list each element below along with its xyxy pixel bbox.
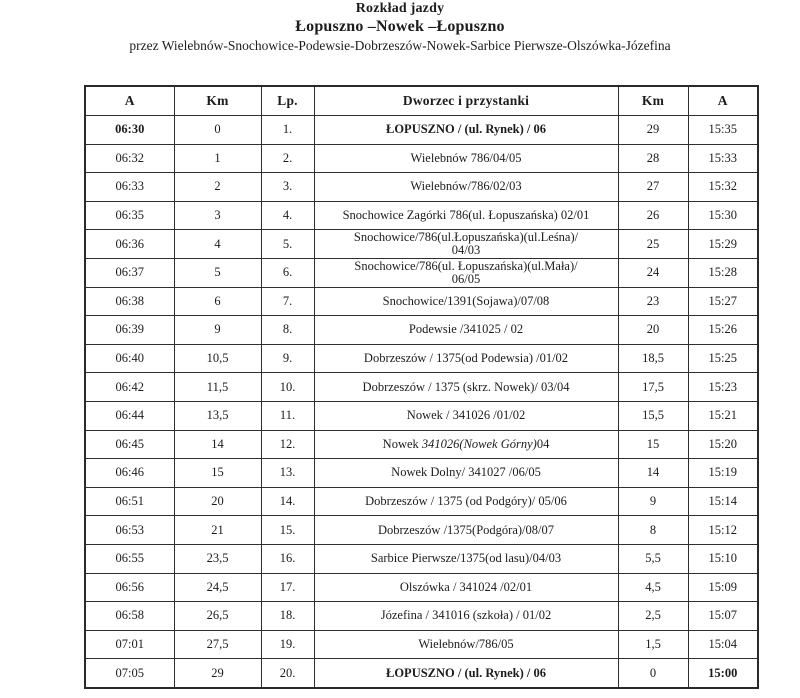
table-row xyxy=(85,144,758,173)
departure-time-cell: 07:05 xyxy=(85,659,174,688)
km-return-cell: 29 xyxy=(618,116,688,145)
station-cell: Snochowice/786(ul. Łopuszańska)(ul.Mała)/ 06/05 xyxy=(314,258,618,287)
km-return-cell: 27 xyxy=(618,173,688,202)
km-outbound-cell: 14 xyxy=(174,430,261,459)
return-time-cell: 15:33 xyxy=(688,144,758,173)
departure-time-cell: 06:30 xyxy=(85,116,174,145)
table-row xyxy=(85,459,758,488)
col-header-ordinal: Lp. xyxy=(261,86,314,116)
col-header-km-outbound: Km xyxy=(174,86,261,116)
km-return-cell: 5,5 xyxy=(618,544,688,573)
col-header-return-time: A xyxy=(688,86,758,116)
route-title: Łopuszno –Nowek –Łopuszno xyxy=(295,18,505,35)
station-cell: Snochowice/1391(Sojawa)/07/08 xyxy=(314,287,618,316)
km-outbound-cell: 21 xyxy=(174,516,261,545)
station-cell: Olszówka / 341024 /02/01 xyxy=(314,573,618,602)
col-header-km-return: Km xyxy=(618,86,688,116)
return-time-cell: 15:04 xyxy=(688,630,758,659)
table-row xyxy=(85,116,758,145)
km-outbound-cell: 2 xyxy=(174,173,261,202)
km-return-cell: 20 xyxy=(618,316,688,345)
station-cell: Józefina / 341016 (szkoła) / 01/02 xyxy=(314,602,618,631)
table-row xyxy=(85,373,758,402)
return-time-cell: 15:25 xyxy=(688,344,758,373)
km-return-cell: 14 xyxy=(618,459,688,488)
ordinal-cell: 1. xyxy=(261,116,314,145)
ordinal-cell: 19. xyxy=(261,630,314,659)
return-time-cell: 15:10 xyxy=(688,544,758,573)
table-row xyxy=(85,659,758,688)
ordinal-cell: 16. xyxy=(261,544,314,573)
ordinal-cell: 12. xyxy=(261,430,314,459)
table-row xyxy=(85,516,758,545)
return-time-cell: 15:00 xyxy=(688,659,758,688)
return-time-cell: 15:14 xyxy=(688,487,758,516)
return-time-cell: 15:27 xyxy=(688,287,758,316)
station-cell: Dobrzeszów /1375(Podgóra)/08/07 xyxy=(314,516,618,545)
departure-time-cell: 06:51 xyxy=(85,487,174,516)
km-return-cell: 4,5 xyxy=(618,573,688,602)
departure-time-cell: 06:36 xyxy=(85,230,174,259)
return-time-cell: 15:12 xyxy=(688,516,758,545)
ordinal-cell: 18. xyxy=(261,602,314,631)
ordinal-cell: 7. xyxy=(261,287,314,316)
departure-time-cell: 06:35 xyxy=(85,201,174,230)
table-row xyxy=(85,573,758,602)
timetable xyxy=(84,85,759,689)
km-return-cell: 1,5 xyxy=(618,630,688,659)
return-time-cell: 15:09 xyxy=(688,573,758,602)
return-time-cell: 15:21 xyxy=(688,401,758,430)
km-outbound-cell: 20 xyxy=(174,487,261,516)
km-outbound-cell: 1 xyxy=(174,144,261,173)
station-cell: Nowek Dolny/ 341027 /06/05 xyxy=(314,459,618,488)
station-cell: Wielebnów/786/05 xyxy=(314,630,618,659)
return-time-cell: 15:20 xyxy=(688,430,758,459)
departure-time-cell: 07:01 xyxy=(85,630,174,659)
table-row xyxy=(85,401,758,430)
return-time-cell: 15:26 xyxy=(688,316,758,345)
station-cell: Dobrzeszów / 1375 (od Podgóry)/ 05/06 xyxy=(314,487,618,516)
departure-time-cell: 06:39 xyxy=(85,316,174,345)
km-outbound-cell: 3 xyxy=(174,201,261,230)
km-outbound-cell: 13,5 xyxy=(174,401,261,430)
return-time-cell: 15:07 xyxy=(688,602,758,631)
km-outbound-cell: 24,5 xyxy=(174,573,261,602)
km-return-cell: 2,5 xyxy=(618,602,688,631)
route-via-subtitle: przez Wielebnów-Snochowice-Podewsie-Dobrzeszów-Nowek-Sarbice Pierwsze-Olszówka-Józefina xyxy=(129,38,671,53)
departure-time-cell: 06:33 xyxy=(85,173,174,202)
return-time-cell: 15:28 xyxy=(688,258,758,287)
km-outbound-cell: 23,5 xyxy=(174,544,261,573)
km-outbound-cell: 6 xyxy=(174,287,261,316)
station-cell: Dobrzeszów / 1375(od Podewsia) /01/02 xyxy=(314,344,618,373)
header-row xyxy=(85,86,758,116)
table-row xyxy=(85,287,758,316)
departure-time-cell: 06:37 xyxy=(85,258,174,287)
km-outbound-cell: 9 xyxy=(174,316,261,345)
km-return-cell: 25 xyxy=(618,230,688,259)
km-return-cell: 17,5 xyxy=(618,373,688,402)
ordinal-cell: 4. xyxy=(261,201,314,230)
departure-time-cell: 06:42 xyxy=(85,373,174,402)
km-return-cell: 28 xyxy=(618,144,688,173)
km-outbound-cell: 26,5 xyxy=(174,602,261,631)
km-outbound-cell: 10,5 xyxy=(174,344,261,373)
station-cell: Dobrzeszów / 1375 (skrz. Nowek)/ 03/04 xyxy=(314,373,618,402)
km-return-cell: 15 xyxy=(618,430,688,459)
km-return-cell: 15,5 xyxy=(618,401,688,430)
ordinal-cell: 14. xyxy=(261,487,314,516)
return-time-cell: 15:23 xyxy=(688,373,758,402)
km-outbound-cell: 5 xyxy=(174,258,261,287)
return-time-cell: 15:29 xyxy=(688,230,758,259)
departure-time-cell: 06:45 xyxy=(85,430,174,459)
table-row xyxy=(85,258,758,287)
km-return-cell: 0 xyxy=(618,659,688,688)
table-row xyxy=(85,544,758,573)
document-header xyxy=(0,0,800,54)
km-return-cell: 26 xyxy=(618,201,688,230)
col-header-stations: Dworzec i przystanki xyxy=(314,86,618,116)
ordinal-cell: 9. xyxy=(261,344,314,373)
departure-time-cell: 06:56 xyxy=(85,573,174,602)
ordinal-cell: 2. xyxy=(261,144,314,173)
table-row xyxy=(85,173,758,202)
ordinal-cell: 6. xyxy=(261,258,314,287)
table-row xyxy=(85,344,758,373)
station-cell: Snochowice Zagórki 786(ul. Łopuszańska) 02/01 xyxy=(314,201,618,230)
km-outbound-cell: 0 xyxy=(174,116,261,145)
km-return-cell: 24 xyxy=(618,258,688,287)
table-row xyxy=(85,487,758,516)
km-outbound-cell: 15 xyxy=(174,459,261,488)
ordinal-cell: 13. xyxy=(261,459,314,488)
km-return-cell: 9 xyxy=(618,487,688,516)
ordinal-cell: 17. xyxy=(261,573,314,602)
km-outbound-cell: 4 xyxy=(174,230,261,259)
timetable-body xyxy=(85,116,758,688)
km-outbound-cell: 11,5 xyxy=(174,373,261,402)
km-return-cell: 23 xyxy=(618,287,688,316)
table-row xyxy=(85,230,758,259)
table-row xyxy=(85,630,758,659)
station-cell: Sarbice Pierwsze/1375(od lasu)/04/03 xyxy=(314,544,618,573)
station-cell: ŁOPUSZNO / (ul. Rynek) / 06 xyxy=(314,659,618,688)
departure-time-cell: 06:40 xyxy=(85,344,174,373)
ordinal-cell: 8. xyxy=(261,316,314,345)
departure-time-cell: 06:58 xyxy=(85,602,174,631)
ordinal-cell: 15. xyxy=(261,516,314,545)
ordinal-cell: 11. xyxy=(261,401,314,430)
departure-time-cell: 06:38 xyxy=(85,287,174,316)
station-cell: Nowek / 341026 /01/02 xyxy=(314,401,618,430)
station-cell: Podewsie /341025 / 02 xyxy=(314,316,618,345)
station-cell: Nowek 341026(Nowek Górny)04 xyxy=(314,430,618,459)
table-row xyxy=(85,430,758,459)
return-time-cell: 15:30 xyxy=(688,201,758,230)
departure-time-cell: 06:53 xyxy=(85,516,174,545)
return-time-cell: 15:32 xyxy=(688,173,758,202)
departure-time-cell: 06:55 xyxy=(85,544,174,573)
document-title: Rozkład jazdy xyxy=(355,1,445,16)
table-row xyxy=(85,602,758,631)
ordinal-cell: 5. xyxy=(261,230,314,259)
station-cell: Wielebnów/786/02/03 xyxy=(314,173,618,202)
station-cell: Wielebnów 786/04/05 xyxy=(314,144,618,173)
ordinal-cell: 20. xyxy=(261,659,314,688)
station-cell: Snochowice/786(ul.Łopuszańska)(ul.Leśna)/ 04/03 xyxy=(314,230,618,259)
km-return-cell: 18,5 xyxy=(618,344,688,373)
km-return-cell: 8 xyxy=(618,516,688,545)
table-row xyxy=(85,201,758,230)
km-outbound-cell: 29 xyxy=(174,659,261,688)
table-row xyxy=(85,316,758,345)
departure-time-cell: 06:44 xyxy=(85,401,174,430)
return-time-cell: 15:19 xyxy=(688,459,758,488)
return-time-cell: 15:35 xyxy=(688,116,758,145)
ordinal-cell: 10. xyxy=(261,373,314,402)
station-cell: ŁOPUSZNO / (ul. Rynek) / 06 xyxy=(314,116,618,145)
ordinal-cell: 3. xyxy=(261,173,314,202)
col-header-departure-time: A xyxy=(85,86,174,116)
km-outbound-cell: 27,5 xyxy=(174,630,261,659)
departure-time-cell: 06:32 xyxy=(85,144,174,173)
departure-time-cell: 06:46 xyxy=(85,459,174,488)
